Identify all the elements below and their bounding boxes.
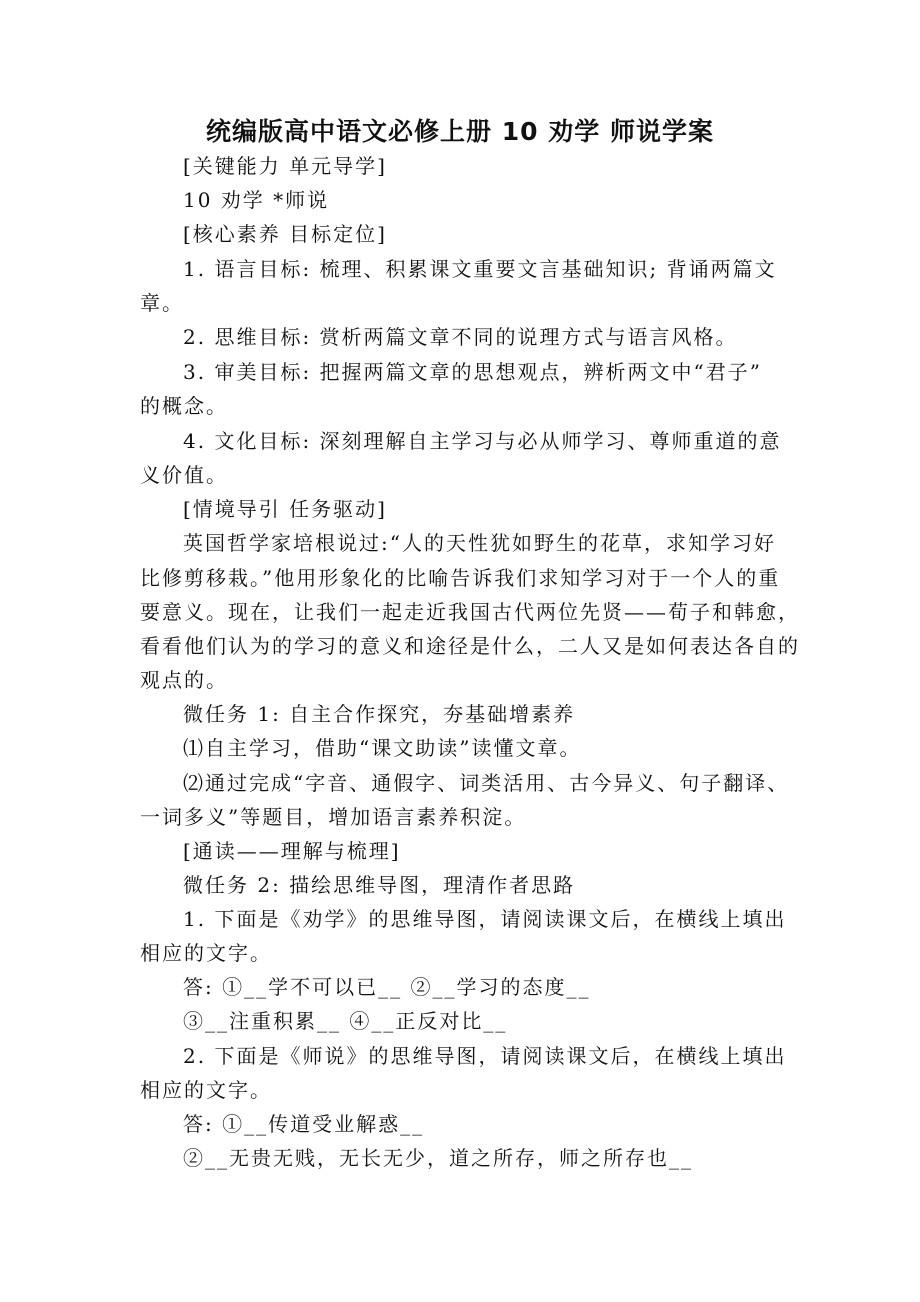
paragraph-line: 2. 下面是《师说》的思维导图，请阅读课文后，在横线上填出 — [183, 1044, 787, 1068]
paragraph-line: 要意义。现在，让我们一起走近我国古代两位先贤——荀子和韩愈， — [140, 600, 800, 624]
paragraph-line: 比修剪移栽。”他用形象化的比喻告诉我们求知学习对于一个人的重 — [140, 566, 781, 590]
paragraph-line: 章。 — [140, 291, 184, 315]
section-heading: [通读——理解与梳理] — [183, 839, 401, 863]
paragraph-line: ⑵通过完成“字音、通假字、词类活用、古今异义、句子翻译、 — [183, 771, 790, 795]
paragraph-line: 的概念。 — [140, 394, 228, 418]
section-heading: [情境导引 任务驱动] — [183, 497, 387, 521]
answer-line: ②__无贵无贱，无长无少，道之所存，师之所存也__ — [183, 1146, 693, 1170]
paragraph-line: 相应的文字。 — [140, 941, 272, 965]
task-heading: 微任务 1: 自主合作探究，夯基础增素养 — [183, 702, 576, 726]
paragraph-line: 1. 语言目标: 梳理、积累课文重要文言基础知识; 背诵两篇文 — [183, 257, 777, 281]
paragraph-line: 相应的文字。 — [140, 1078, 272, 1102]
paragraph-line: 义价值。 — [140, 463, 228, 487]
paragraph-line: 2. 思维目标: 赏析两篇文章不同的说理方式与语言风格。 — [183, 325, 738, 349]
paragraph-line: ⑴自主学习，借助“课文助读”读懂文章。 — [183, 736, 582, 760]
section-heading: [关键能力 单元导学] — [183, 154, 387, 178]
section-heading: [核心素养 目标定位] — [183, 222, 387, 246]
paragraph-line: 看看他们认为的学习的意义和途径是什么，二人又是如何表达各自的 — [140, 634, 800, 658]
paragraph-line: 4. 文化目标: 深刻理解自主学习与必从师学习、尊师重道的意 — [183, 429, 782, 453]
answer-line: 答: ①__学不可以已__ ②__学习的态度__ — [183, 975, 591, 999]
paragraph-line: 一词多义”等题目，增加语言素养积淀。 — [140, 805, 527, 829]
paragraph-line: 英国哲学家培根说过:“人的天性犹如野生的花草，求知学习好 — [183, 531, 776, 555]
task-heading: 微任务 2: 描绘思维导图，理清作者思路 — [183, 873, 576, 897]
answer-line: 答: ①__传道受业解惑__ — [183, 1112, 425, 1136]
paragraph-line: 1. 下面是《劝学》的思维导图，请阅读课文后，在横线上填出 — [183, 907, 787, 931]
document-title: 统编版高中语文必修上册 10 劝学 师说学案 — [206, 117, 714, 146]
answer-line: ③__注重积累__ ④__正反对比__ — [183, 1009, 508, 1033]
paragraph-line: 观点的。 — [140, 668, 228, 692]
paragraph-line: 3. 审美目标: 把握两篇文章的思想观点，辨析两文中“君子” — [183, 360, 762, 384]
lesson-heading: 10 劝学 *师说 — [183, 188, 330, 212]
